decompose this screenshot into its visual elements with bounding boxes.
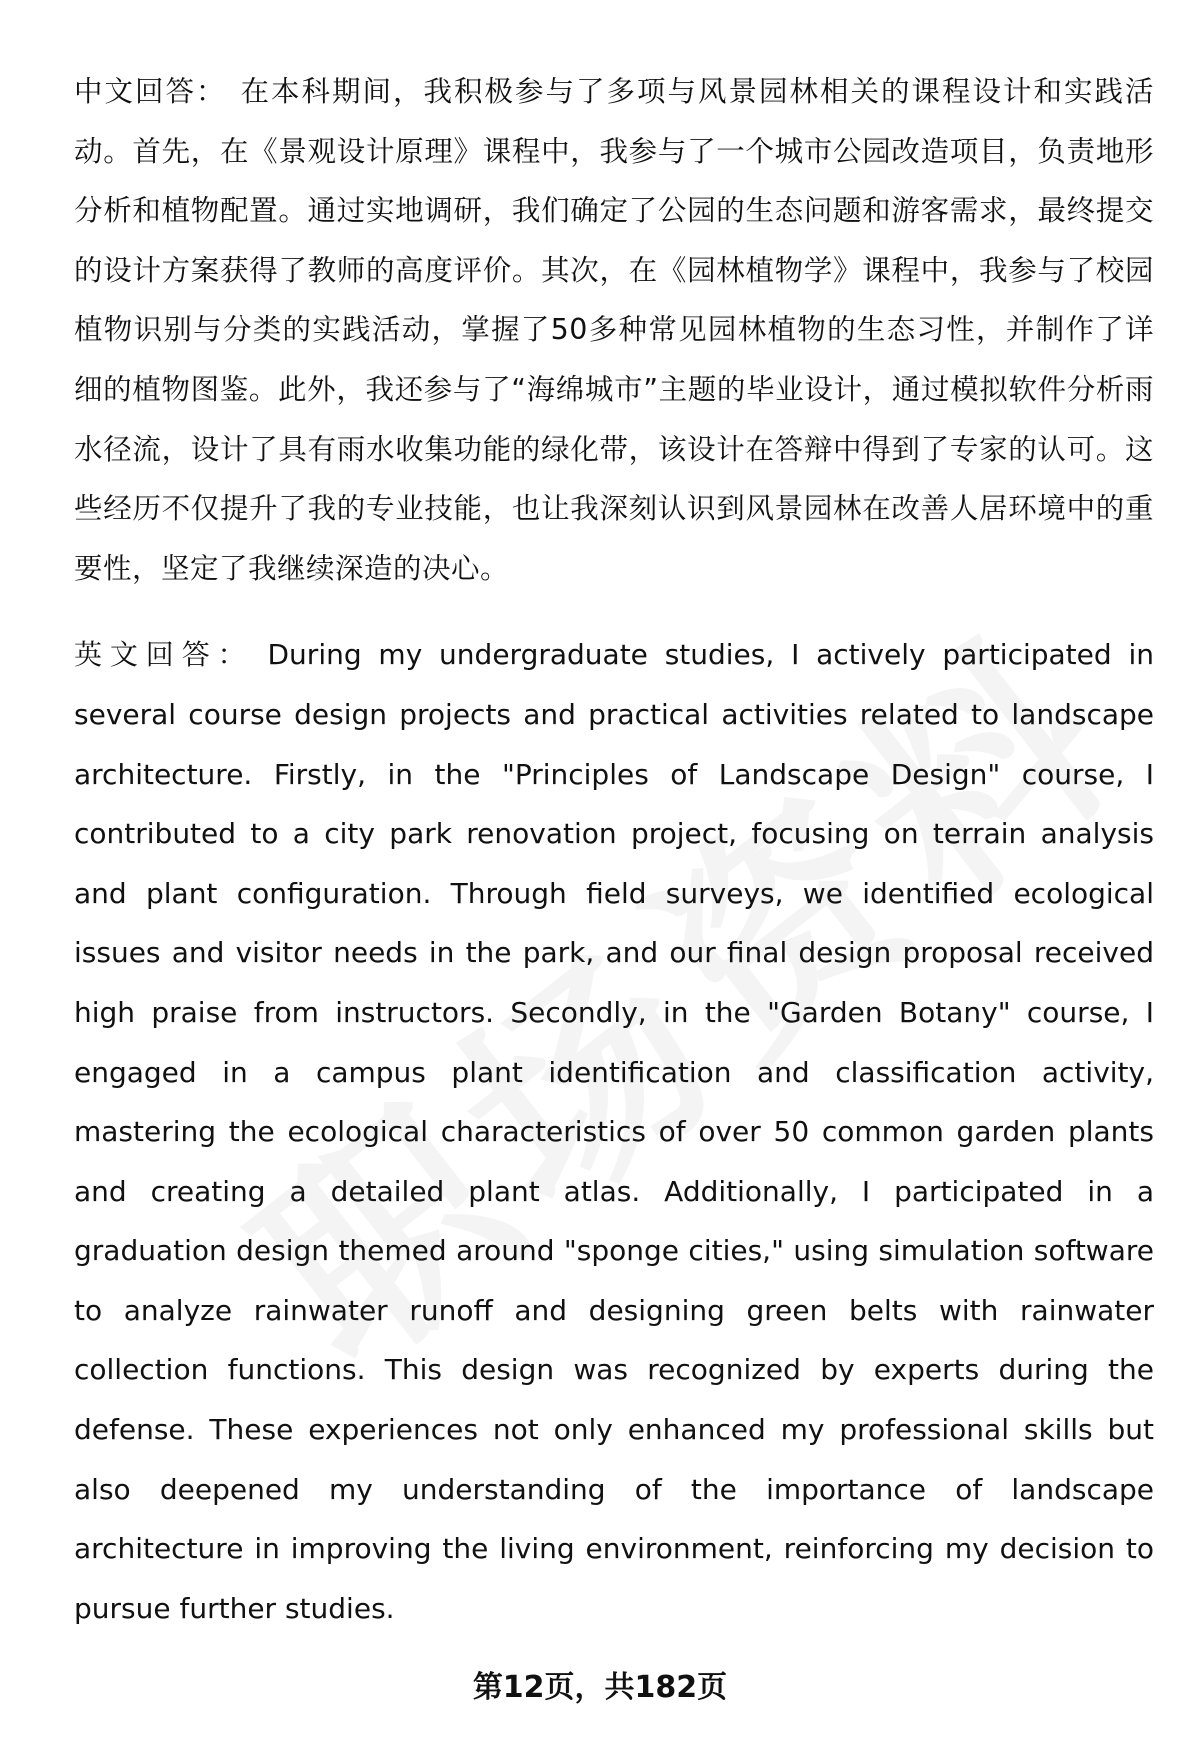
page-number: 第12页，共182页 [472,1670,728,1705]
chinese-answer-text: 在本科期间，我积极参与了多项与风景园林相关的课程设计和实践活动。首先，在《景观设计原理》课程中，我参与了一个城市公园改造项目，负责地形分析和植物配置。通过实地调研，我们确定了公园的生态问题和游客需求，最终提交的设计方案获得了教师的高度评价。其次，在《园林植物学》课程中，我参与了校园植物识别与分类的实践活动，掌握了50多种常见园林植物的生态习性，并制作了详细的植物图鉴。此外，我还参与了“海绵城市”主题的毕业设计，通过模拟软件分析雨水径流，设计了具有雨水收集功能的绿化带，该设计在答辩中得到了专家的认可。这些经历不仅提升了我的专业技能，也让我深刻认识到风景园林在改善人居环境中的重要性，坚定了我继续深造的决心。 [74,75,1154,585]
answer-content [74,62,1154,1638]
english-answer-label: 英文回答： [74,638,254,672]
chinese-answer [74,62,1154,598]
chinese-answer-label: 中文回答： [74,75,227,108]
english-answer [74,625,1154,1638]
english-answer-text: During my undergraduate studies, I actively participated in several course design projects and practical activities related to landscape architecture. Firstly, in the "Principles of Landscape Design" course, I contributed to a city park renovation project, focusing on terrain analysis and plant configuration. Through field surveys, we identified ecological issues and visitor needs in the park, and our final design proposal received high praise from instructors. Secondly, in the "Garden Botany" course, I engaged in a campus plant identification and classification activity, mastering the ecological characteristics of over 50 common garden plants and creating a detailed plant atlas. Additionally, I participated in a graduation design themed around "sponge cities," using simulation software to analyze rainwater runoff and designing green belts with rainwater collection functions. This design was recognized by experts during the defense. These experiences not only enhanced my professional skills but also deepened my understanding of the importance of landscape architecture in improving the living environment, reinforcing my decision to pursue further studies. [74,638,1154,1625]
